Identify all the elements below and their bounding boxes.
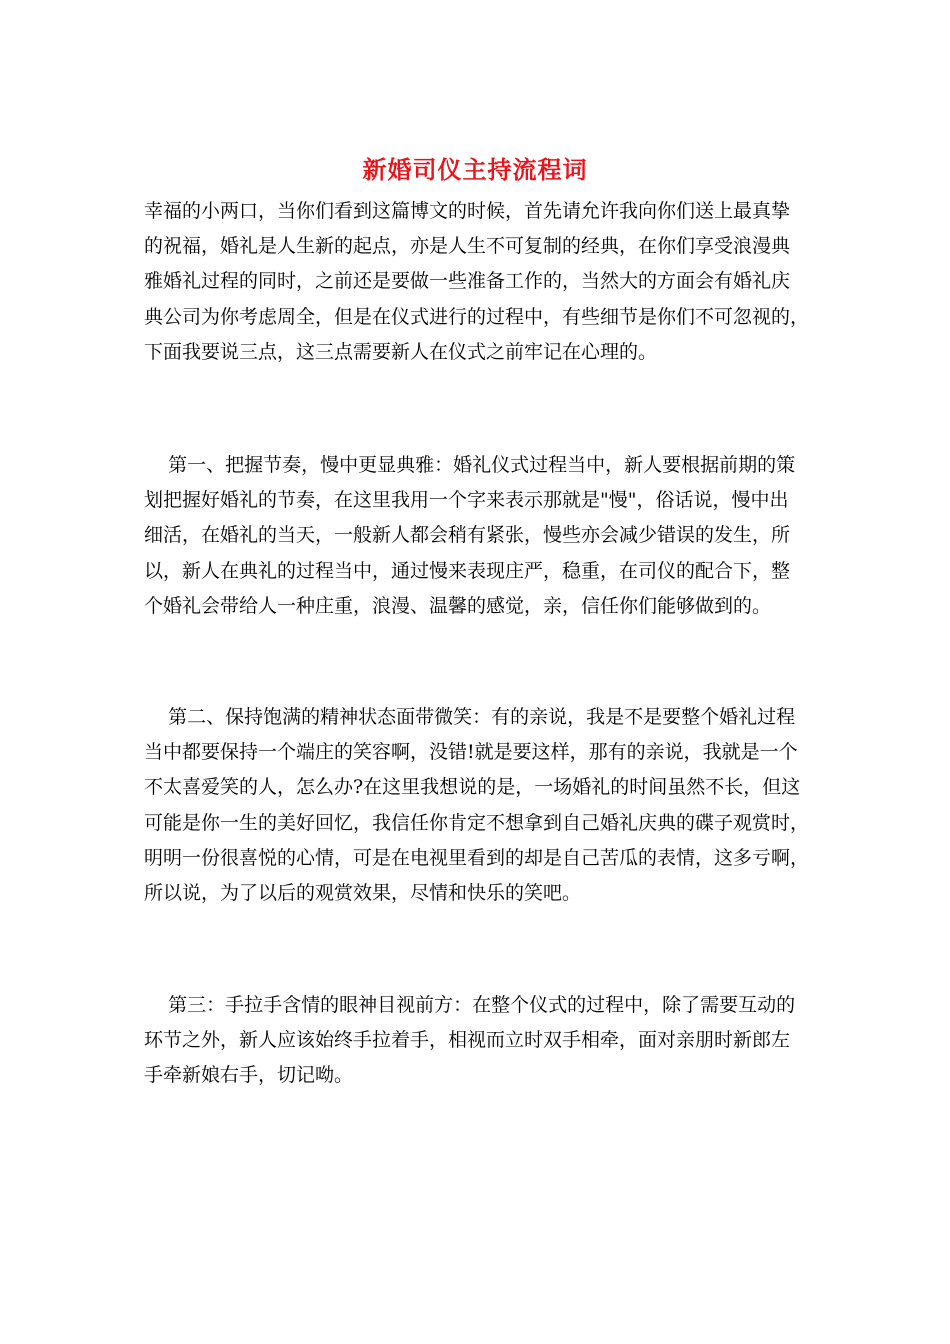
paragraph-line: 手牵新娘右手，切记呦。 (144, 1064, 354, 1087)
paragraph-line: 所以说，为了以后的观赏效果，尽情和快乐的笑吧。 (144, 881, 582, 904)
paragraph-line: 的祝福，婚礼是人生新的起点，亦是人生不可复制的经典，在你们享受浪漫典 (144, 235, 791, 258)
paragraph-line: 第二、保持饱满的精神状态面带微笑：有的亲说，我是不是要整个婚礼过程 (144, 706, 796, 728)
paragraph-line: 划把握好婚礼的节奏，在这里我用一个字来表示那就是"慢"，俗话说，慢中出 (144, 489, 789, 512)
paragraph-line: 雅婚礼过程的同时，之前还是要做一些准备工作的，当然大的方面会有婚礼庆 (144, 270, 791, 293)
paragraph-line: 明明一份很喜悦的心情，可是在电视里看到的却是自己苦瓜的表情，这多亏啊， (144, 846, 810, 869)
document-title: 新婚司仪主持流程词 (362, 155, 588, 184)
paragraph-line: 典公司为你考虑周全，但是在仪式进行的过程中，有些细节是你们不可忽视的， (144, 305, 810, 328)
point-three-paragraph (144, 988, 810, 1094)
paragraph-line: 个婚礼会带给人一种庄重，浪漫、温馨的感觉，亲，信任你们能够做到的。 (144, 594, 772, 617)
paragraph-line: 可能是你一生的美好回忆，我信任你肯定不想拿到自己婚礼庆典的碟子观赏时， (144, 811, 810, 834)
paragraph-line: 环节之外，新人应该始终手拉着手，相视而立时双手相牵，面对亲朋时新郎左 (144, 1029, 791, 1052)
paragraph-line: 幸福的小两口，当你们看到这篇博文的时候，首先请允许我向你们送上最真挚 (144, 200, 791, 222)
paragraph-line: 细活，在婚礼的当天，一般新人都会稍有紧张，慢些亦会减少错误的发生，所 (144, 524, 791, 547)
paragraph-line: 第一、把握节奏，慢中更显典雅：婚礼仪式过程当中，新人要根据前期的策 (144, 454, 796, 476)
paragraph-line: 下面我要说三点，这三点需要新人在仪式之前牢记在心理的。 (144, 340, 658, 363)
point-one-paragraph (144, 448, 810, 624)
point-two-paragraph (144, 700, 810, 911)
intro-paragraph (144, 194, 810, 370)
paragraph-line: 当中都要保持一个端庄的笑容啊，没错!就是要这样，那有的亲说，我就是一个 (144, 741, 798, 764)
paragraph-line: 以，新人在典礼的过程当中，通过慢来表现庄严，稳重，在司仪的配合下，整 (144, 559, 791, 582)
paragraph-line: 不太喜爱笑的人，怎么办?在这里我想说的是，一场婚礼的时间虽然不长，但这 (144, 776, 801, 799)
paragraph-line: 第三：手拉手含情的眼神目视前方：在整个仪式的过程中，除了需要互动的 (144, 994, 796, 1016)
